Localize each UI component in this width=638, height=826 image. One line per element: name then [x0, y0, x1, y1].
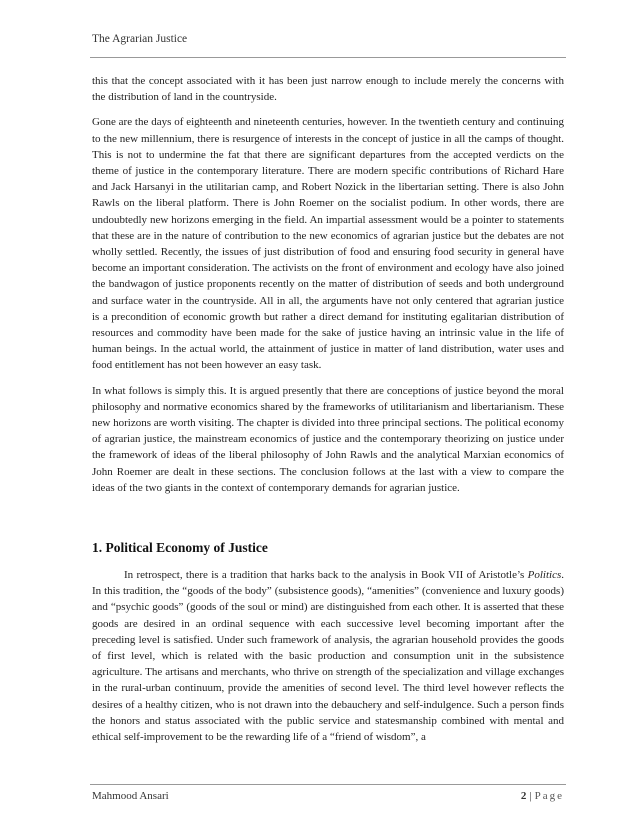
book-title-italic: Politics	[527, 569, 562, 581]
section-body	[92, 567, 564, 745]
section-text-before-italic: In retrospect, there is a tradition that harks back to the analysis in Book VII of Aristotle’s	[124, 569, 528, 581]
section-text-after-italic: . In this tradition, the “goods of the body” (subsistence goods), “amenities” (convenience and luxury goods) and “psychic goods” (goods of the soul or mind) are distinguished from each other. It is asserted that these goods are desired in an ordinal sequence with each successive level becoming important after the preceding level is satisfied. Under such framework of analysis, the agrarian household provides the goods of first level, which is related with the basic production and consumption unit in the subsistence agriculture. The artisans and merchants, who thrive on strength of the specialization and village exchanges in the rural-urban continuum, provide the amenities of second level. The third level however reflects the desires of a healthy citizen, who is not drawn into the debauchery and self-indulgence. Such a person finds the honors and status associated with the public service and statesmanship combined with mental and ethical self-improvement to be the rewarding life of a “friend of wisdom”, a	[92, 569, 564, 744]
footer-rule	[90, 784, 566, 785]
section-paragraph	[92, 567, 564, 745]
footer-page-indicator	[521, 790, 564, 802]
footer-author: Mahmood Ansari	[92, 790, 169, 802]
section-heading: 1. Political Economy of Justice	[92, 540, 268, 555]
page-label: Page	[534, 790, 564, 802]
paragraph: In what follows is simply this. It is argued presently that there are conceptions of justice beyond the moral philosophy and normative economics shared by the frameworks of utilitarianism and libertarianism. These new horizons are worth visiting. The chapter is divided into three principal sections. The political economy of agrarian justice, the mainstream economics of justice and the contemporary theorizing on justice under the framework of ideas of the liberal philosophy of John Rawls and the analytical Marxian economics of John Roemer are dealt in these sections. The conclusion follows at the last with a view to compare the ideas of the two giants in the context of contemporary demands for agrarian justice.	[92, 384, 564, 494]
running-header-title: The Agrarian Justice	[92, 33, 188, 45]
page-separator: |	[529, 790, 532, 802]
paragraph: this that the concept associated with it has been just narrow enough to include merely the concerns with the distribution of land in the countryside.	[92, 75, 564, 104]
page-number: 2	[520, 790, 527, 802]
body-text	[92, 73, 564, 505]
paragraph: Gone are the days of eighteenth and nineteenth centuries, however. In the twentieth century and continuing to the new millennium, there is resurgence of interests in the concept of justice in all the camps of thought. This is not to undermine the fat that there are significant departures from the accepted verdicts on the theme of justice in the contemporary literature. There are modern specific contributions of Richard Hare and Jack Harsanyi in the utilitarian camp, and Robert Nozick in the libertarian setting. There is also John Rawls on the liberal platform. There is John Roemer on the socialist podium. In other words, there are undoubtedly new horizons emerging in the field. An impartial assessment would be a pointer to statements that these are in the nature of contribution to the new economics of agrarian justice but the debates are not wholly settled. Recently, the issues of just distribution of food and ensuring food security in general have become an important consideration. The activists on the front of environment and ecology have also joined the bandwagon of justice proponents recently on the matter of distribution of seeds and both underground and surface water in the countryside. All in all, the arguments have not only centered that agrarian justice is a precondition of economic growth but rather a direct demand for instituting egalitarian distribution of resources and commodity have been made for the sake of justice having an intrinsic value in the life of human beings. In the actual world, the attainment of justice in matter of land distribution, water uses and food entitlement has not been however an easy task.	[92, 116, 564, 372]
header-rule	[90, 57, 566, 58]
